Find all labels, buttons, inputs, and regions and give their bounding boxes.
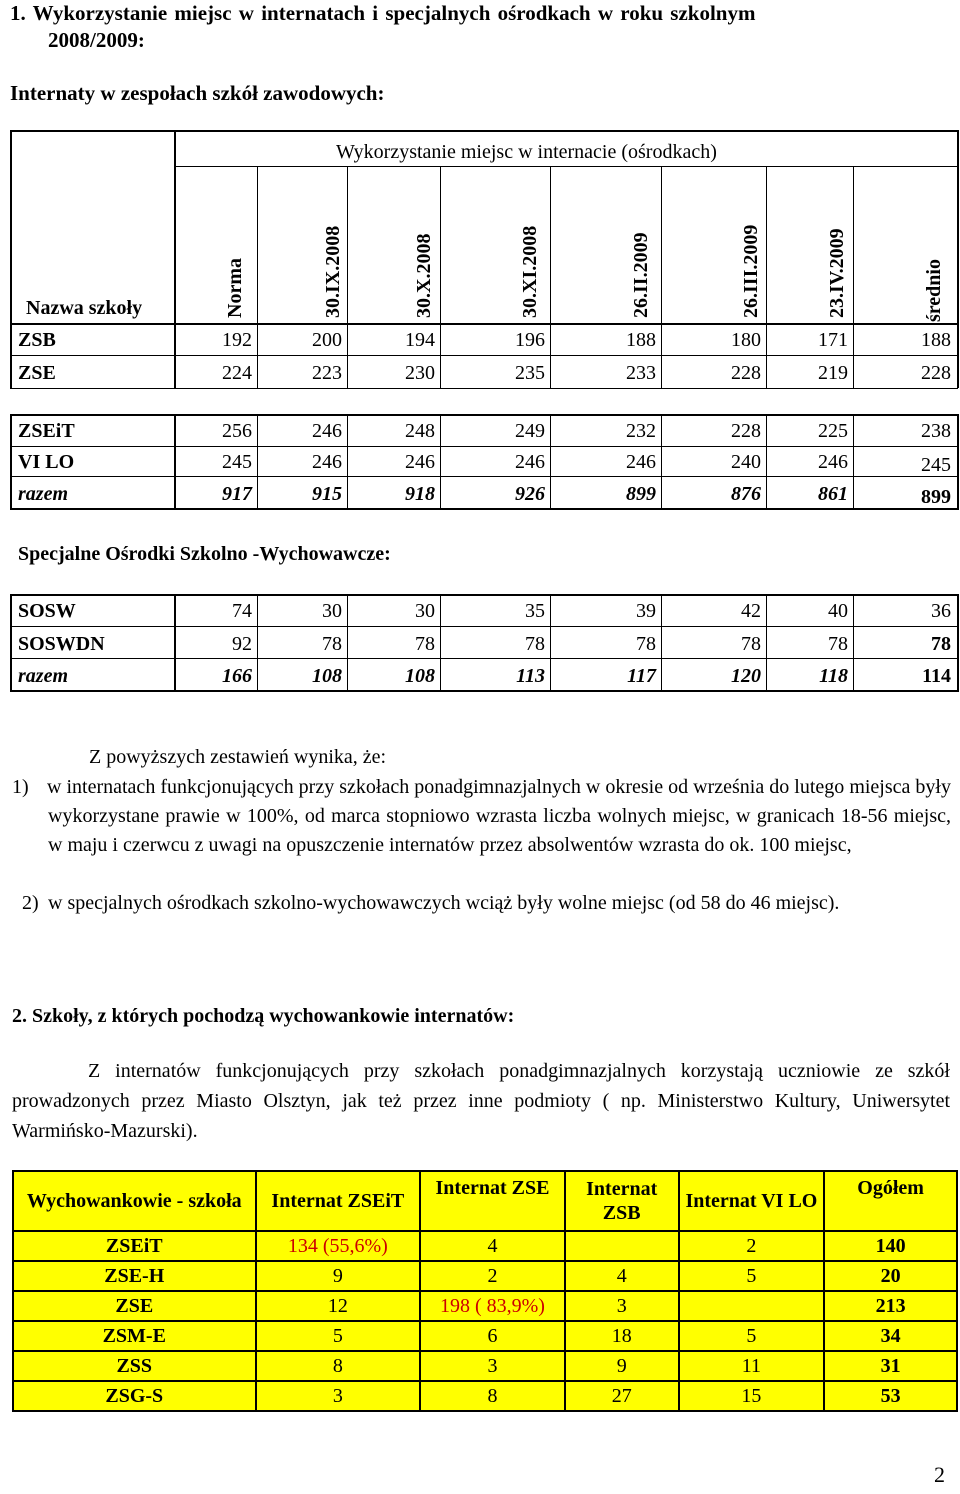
table-cell-total: 118 (819, 665, 848, 687)
row-label: ZSEiT (18, 420, 75, 442)
table-cell: 4 (565, 1261, 679, 1291)
table-cell-total: 31 (824, 1351, 957, 1381)
conclusion-marker-1: 1) (12, 776, 29, 798)
section1-heading: 1. Wykorzystanie miejsc w internatach i specjalnych ośrodkach w roku szkolnym (10, 1, 756, 25)
table-cell: 194 (405, 329, 435, 351)
table-cell: 228 (921, 362, 951, 384)
table-cell-total: 108 (405, 665, 435, 687)
table-cell: 78 (415, 633, 435, 655)
table-cell: 240 (731, 451, 761, 473)
table-cell-total: 34 (824, 1321, 957, 1351)
table-cell-total: 20 (824, 1261, 957, 1291)
table-cell: 180 (731, 329, 761, 351)
table-cell: 3 (565, 1291, 679, 1321)
table-cell: 228 (731, 420, 761, 442)
table-cell: 246 (626, 451, 656, 473)
row-label: ZSE (13, 1291, 256, 1321)
table-cell: 39 (636, 600, 656, 622)
table-cell: 78 (931, 633, 951, 655)
row-label: ZSG-S (13, 1381, 256, 1411)
table-cell-total: 140 (824, 1231, 957, 1261)
table-cell-total: 899 (921, 486, 951, 508)
table-cell: 246 (312, 420, 342, 442)
table-cell: 225 (818, 420, 848, 442)
table-cell: 35 (525, 600, 545, 622)
row-label: ZSE (18, 362, 56, 384)
table-cell: 5 (256, 1321, 421, 1351)
table-cell-total: 114 (922, 665, 951, 687)
row-label: SOSW (18, 600, 76, 622)
table-cell-total: 166 (222, 665, 252, 687)
table-cell: 235 (515, 362, 545, 384)
table-cell: 3 (256, 1381, 421, 1411)
special-section-heading: Specjalne Ośrodki Szkolno -Wychowawcze: (18, 543, 391, 565)
table-cell: 42 (741, 600, 761, 622)
section1-subheading: Internaty w zespołach szkół zawodowych: (10, 81, 385, 105)
table-cell: 233 (626, 362, 656, 384)
table-cell: 245 (921, 454, 951, 476)
table-cell: 74 (232, 600, 252, 622)
table-cell: 249 (515, 420, 545, 442)
table-cell: 30 (322, 600, 342, 622)
table-cell: 188 (626, 329, 656, 351)
table-cell: 245 (222, 451, 252, 473)
col-header: 30.X.2008 (413, 233, 435, 318)
col-header: Ogółem (824, 1171, 957, 1231)
col-header: Internat ZSB (565, 1171, 679, 1231)
table-cell: 223 (312, 362, 342, 384)
table-cell: 8 (420, 1381, 565, 1411)
col-header: 30.XI.2008 (519, 225, 541, 318)
table-cell: 256 (222, 420, 252, 442)
table-cell: 40 (828, 600, 848, 622)
table-cell: 171 (818, 329, 848, 351)
section2-paragraph: Z internatów funkcjonujących przy szkołach ponadgimnazjalnych korzystają uczniowie ze szkół prowadzonych przez Miasto Olsztyn, jak też przez inne podmioty ( np. Ministerstwo Kultury, Uniwersytet Warmińsko-Mazurski). (12, 1060, 950, 1142)
conclusion-item-2: w specjalnych ośrodkach szkolno-wychowawczych wciąż były wolne miejsc (od 58 do 46 miejsc). (48, 892, 840, 914)
col-header: średnio (923, 259, 945, 322)
table-cell: 78 (322, 633, 342, 655)
table-cell: 196 (515, 329, 545, 351)
row-label: ZSE-H (13, 1261, 256, 1291)
table-cell: 228 (731, 362, 761, 384)
row-label-total: razem (18, 665, 68, 687)
table-cell (565, 1231, 679, 1261)
table-cell: 9 (256, 1261, 421, 1291)
row-label: ZSEiT (13, 1231, 256, 1261)
conclusion-marker-2: 2) (22, 892, 39, 914)
table-cell-total: 53 (824, 1381, 957, 1411)
table-cell: 6 (420, 1321, 565, 1351)
table-cell: 92 (232, 633, 252, 655)
table-cell: 78 (525, 633, 545, 655)
col-header: Wychowankowie - szkoła (13, 1171, 256, 1231)
col-header: 30.IX.2008 (322, 225, 344, 318)
table-cell: 5 (679, 1261, 825, 1291)
origin-schools-table (12, 1170, 958, 1412)
table-cell: 200 (312, 329, 342, 351)
col-header: 23.IV.2009 (826, 228, 848, 318)
col-header: Norma (224, 258, 246, 318)
conclusion-item-1: w internatach funkcjonujących przy szkołach ponadgimnazjalnych w okresie od września do lutego miejsca były wykorzystane prawie w 100%, od marca stopniowo wzrasta liczba wolnych miejsc, w granicach 18-56 miejsc, w maju i czerwcu z uwagi na opuszczenie internatów przez absolwentów wzrasta do ok. 100 miejsc, (47, 776, 951, 856)
table-cell: 248 (405, 420, 435, 442)
table-cell: 238 (921, 420, 951, 442)
table-cell: 230 (405, 362, 435, 384)
table-cell: 27 (565, 1381, 679, 1411)
table-cell: 78 (828, 633, 848, 655)
col-header: 26.III.2009 (740, 224, 762, 318)
table-cell: 36 (931, 600, 951, 622)
table-cell: 192 (222, 329, 252, 351)
table-cell: 246 (312, 451, 342, 473)
section1-heading-year: 2008/2009: (48, 28, 145, 52)
table-cell-total: 120 (731, 665, 761, 687)
row-label: ZSB (18, 329, 56, 351)
table-cell-highlight: 198 ( 83,9%) (420, 1291, 565, 1321)
table-cell-highlight: 134 (55,6%) (256, 1231, 421, 1261)
table-cell-total: 917 (222, 483, 252, 505)
page-number: 2 (934, 1462, 945, 1487)
school-name-header: Nazwa szkoły (26, 297, 143, 319)
table-cell: 78 (741, 633, 761, 655)
table-cell-total: 876 (731, 483, 761, 505)
table-cell: 3 (420, 1351, 565, 1381)
table-cell-total: 117 (627, 665, 656, 687)
table-cell: 12 (256, 1291, 421, 1321)
table-cell-total: 113 (516, 665, 545, 687)
table-cell: 8 (256, 1351, 421, 1381)
table-cell: 246 (515, 451, 545, 473)
table-cell-total: 108 (312, 665, 342, 687)
row-label: ZSS (13, 1351, 256, 1381)
table-cell: 246 (405, 451, 435, 473)
table-cell: 78 (636, 633, 656, 655)
row-label: VI LO (18, 451, 75, 473)
table-cell: 224 (222, 362, 252, 384)
table-cell: 219 (818, 362, 848, 384)
table-cell-total: 918 (405, 483, 435, 505)
table-cell: 11 (679, 1351, 825, 1381)
table-cell: 15 (679, 1381, 825, 1411)
row-label: SOSWDN (18, 633, 105, 655)
table-cell: 2 (679, 1231, 825, 1261)
table-cell: 5 (679, 1321, 825, 1351)
col-header: Internat ZSE (420, 1171, 565, 1231)
table-cell-total: 915 (312, 483, 342, 505)
section2-heading: 2. Szkoły, z których pochodzą wychowankowie internatów: (12, 1005, 515, 1027)
table-cell: 246 (818, 451, 848, 473)
row-label: ZSM-E (13, 1321, 256, 1351)
table-cell: 30 (415, 600, 435, 622)
col-header: 26.II.2009 (630, 232, 652, 318)
row-label-total: razem (18, 483, 68, 505)
table-cell: 9 (565, 1351, 679, 1381)
col-header: Internat ZSEiT (256, 1171, 421, 1231)
table-cell: 4 (420, 1231, 565, 1261)
table-cell-total: 213 (824, 1291, 957, 1321)
table-cell: 232 (626, 420, 656, 442)
table-cell-total: 861 (818, 483, 848, 505)
table-cell (679, 1291, 825, 1321)
group-header: Wykorzystanie miejsc w internacie (ośrodkach) (336, 141, 717, 163)
conclusions-intro: Z powyższych zestawień wynika, że: (89, 746, 387, 768)
table-cell-total: 926 (515, 483, 545, 505)
col-header: Internat VI LO (679, 1171, 825, 1231)
table-cell-total: 899 (626, 483, 656, 505)
table-cell: 188 (921, 329, 951, 351)
table-cell: 2 (420, 1261, 565, 1291)
table-cell: 18 (565, 1321, 679, 1351)
